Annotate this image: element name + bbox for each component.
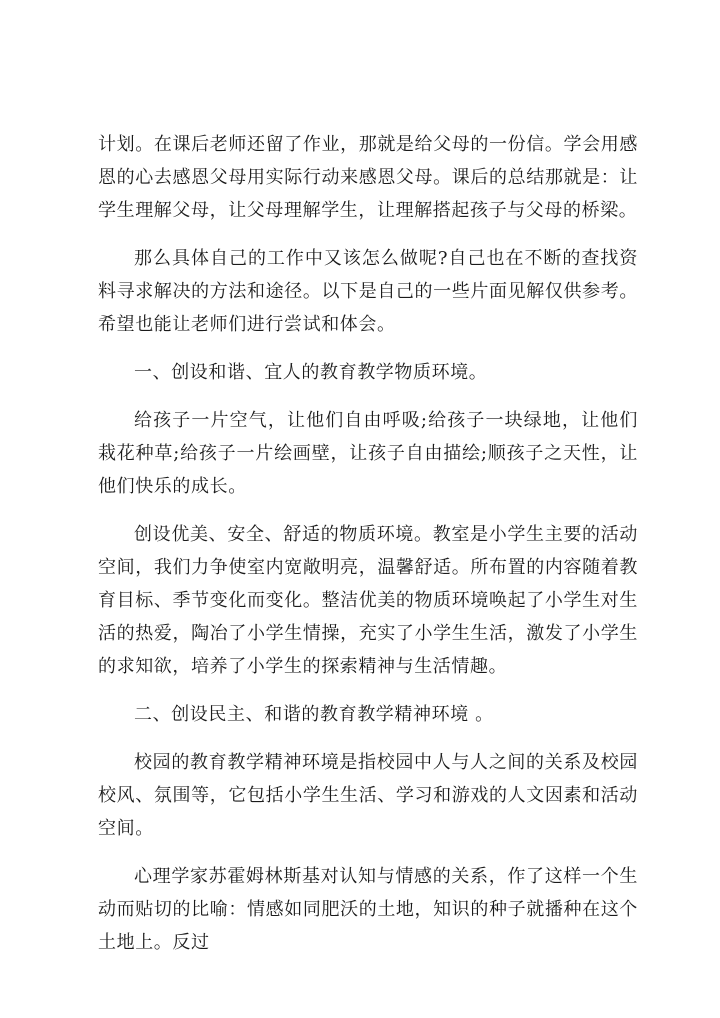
- paragraph-4: 创设优美、安全、舒适的物质环境。教室是小学生主要的活动空间，我们力争使室内宽敞明亮，温馨舒适。所布置的内容随着教育目标、季节变化而变化。整洁优美的物质环境唤起了小学生对生活的热爱，陶冶了小学生情操，充实了小学生生活，激发了小学生的求知欲，培养了小学生的探索精神与生活情趣。: [98, 524, 638, 677]
- paragraph-3: 给孩子一片空气，让他们自由呼吸;给孩子一块绿地，让他们栽花种草;给孩子一片绘画壁，让孩子自由描绘;顺孩子之天性，让他们快乐的成长。: [98, 410, 638, 497]
- paragraph-1: 计划。在课后老师还留了作业，那就是给父母的一份信。学会用感恩的心去感恩父母用实际行动来感恩父母。课后的总结那就是：让学生理解父母，让父母理解学生，让理解搭起孩子与父母的桥梁。: [98, 134, 638, 221]
- paragraph-2: 那么具体自己的工作中又该怎么做呢?自己也在不断的查找资料寻求解决的方法和途径。以下是自己的一些片面见解仅供参考。希望也能让老师们进行尝试和体会。: [98, 248, 638, 335]
- section-heading-1: 一、创设和谐、宜人的教育教学物质环境。: [134, 362, 488, 383]
- section-heading-2: 二、创设民主、和谐的教育教学精神环境 。: [134, 704, 494, 725]
- paragraph-6: 心理学家苏霍姆林斯基对认知与情感的关系，作了这样一个生动而贴切的比喻：情感如同肥沃的土地，知识的种子就播种在这个土地上。反过: [98, 866, 638, 953]
- paragraph-5: 校园的教育教学精神环境是指校园中人与人之间的关系及校园校风、氛围等，它包括小学生生活、学习和游戏的人文因素和活动空间。: [98, 752, 638, 839]
- document-body: [98, 128, 638, 959]
